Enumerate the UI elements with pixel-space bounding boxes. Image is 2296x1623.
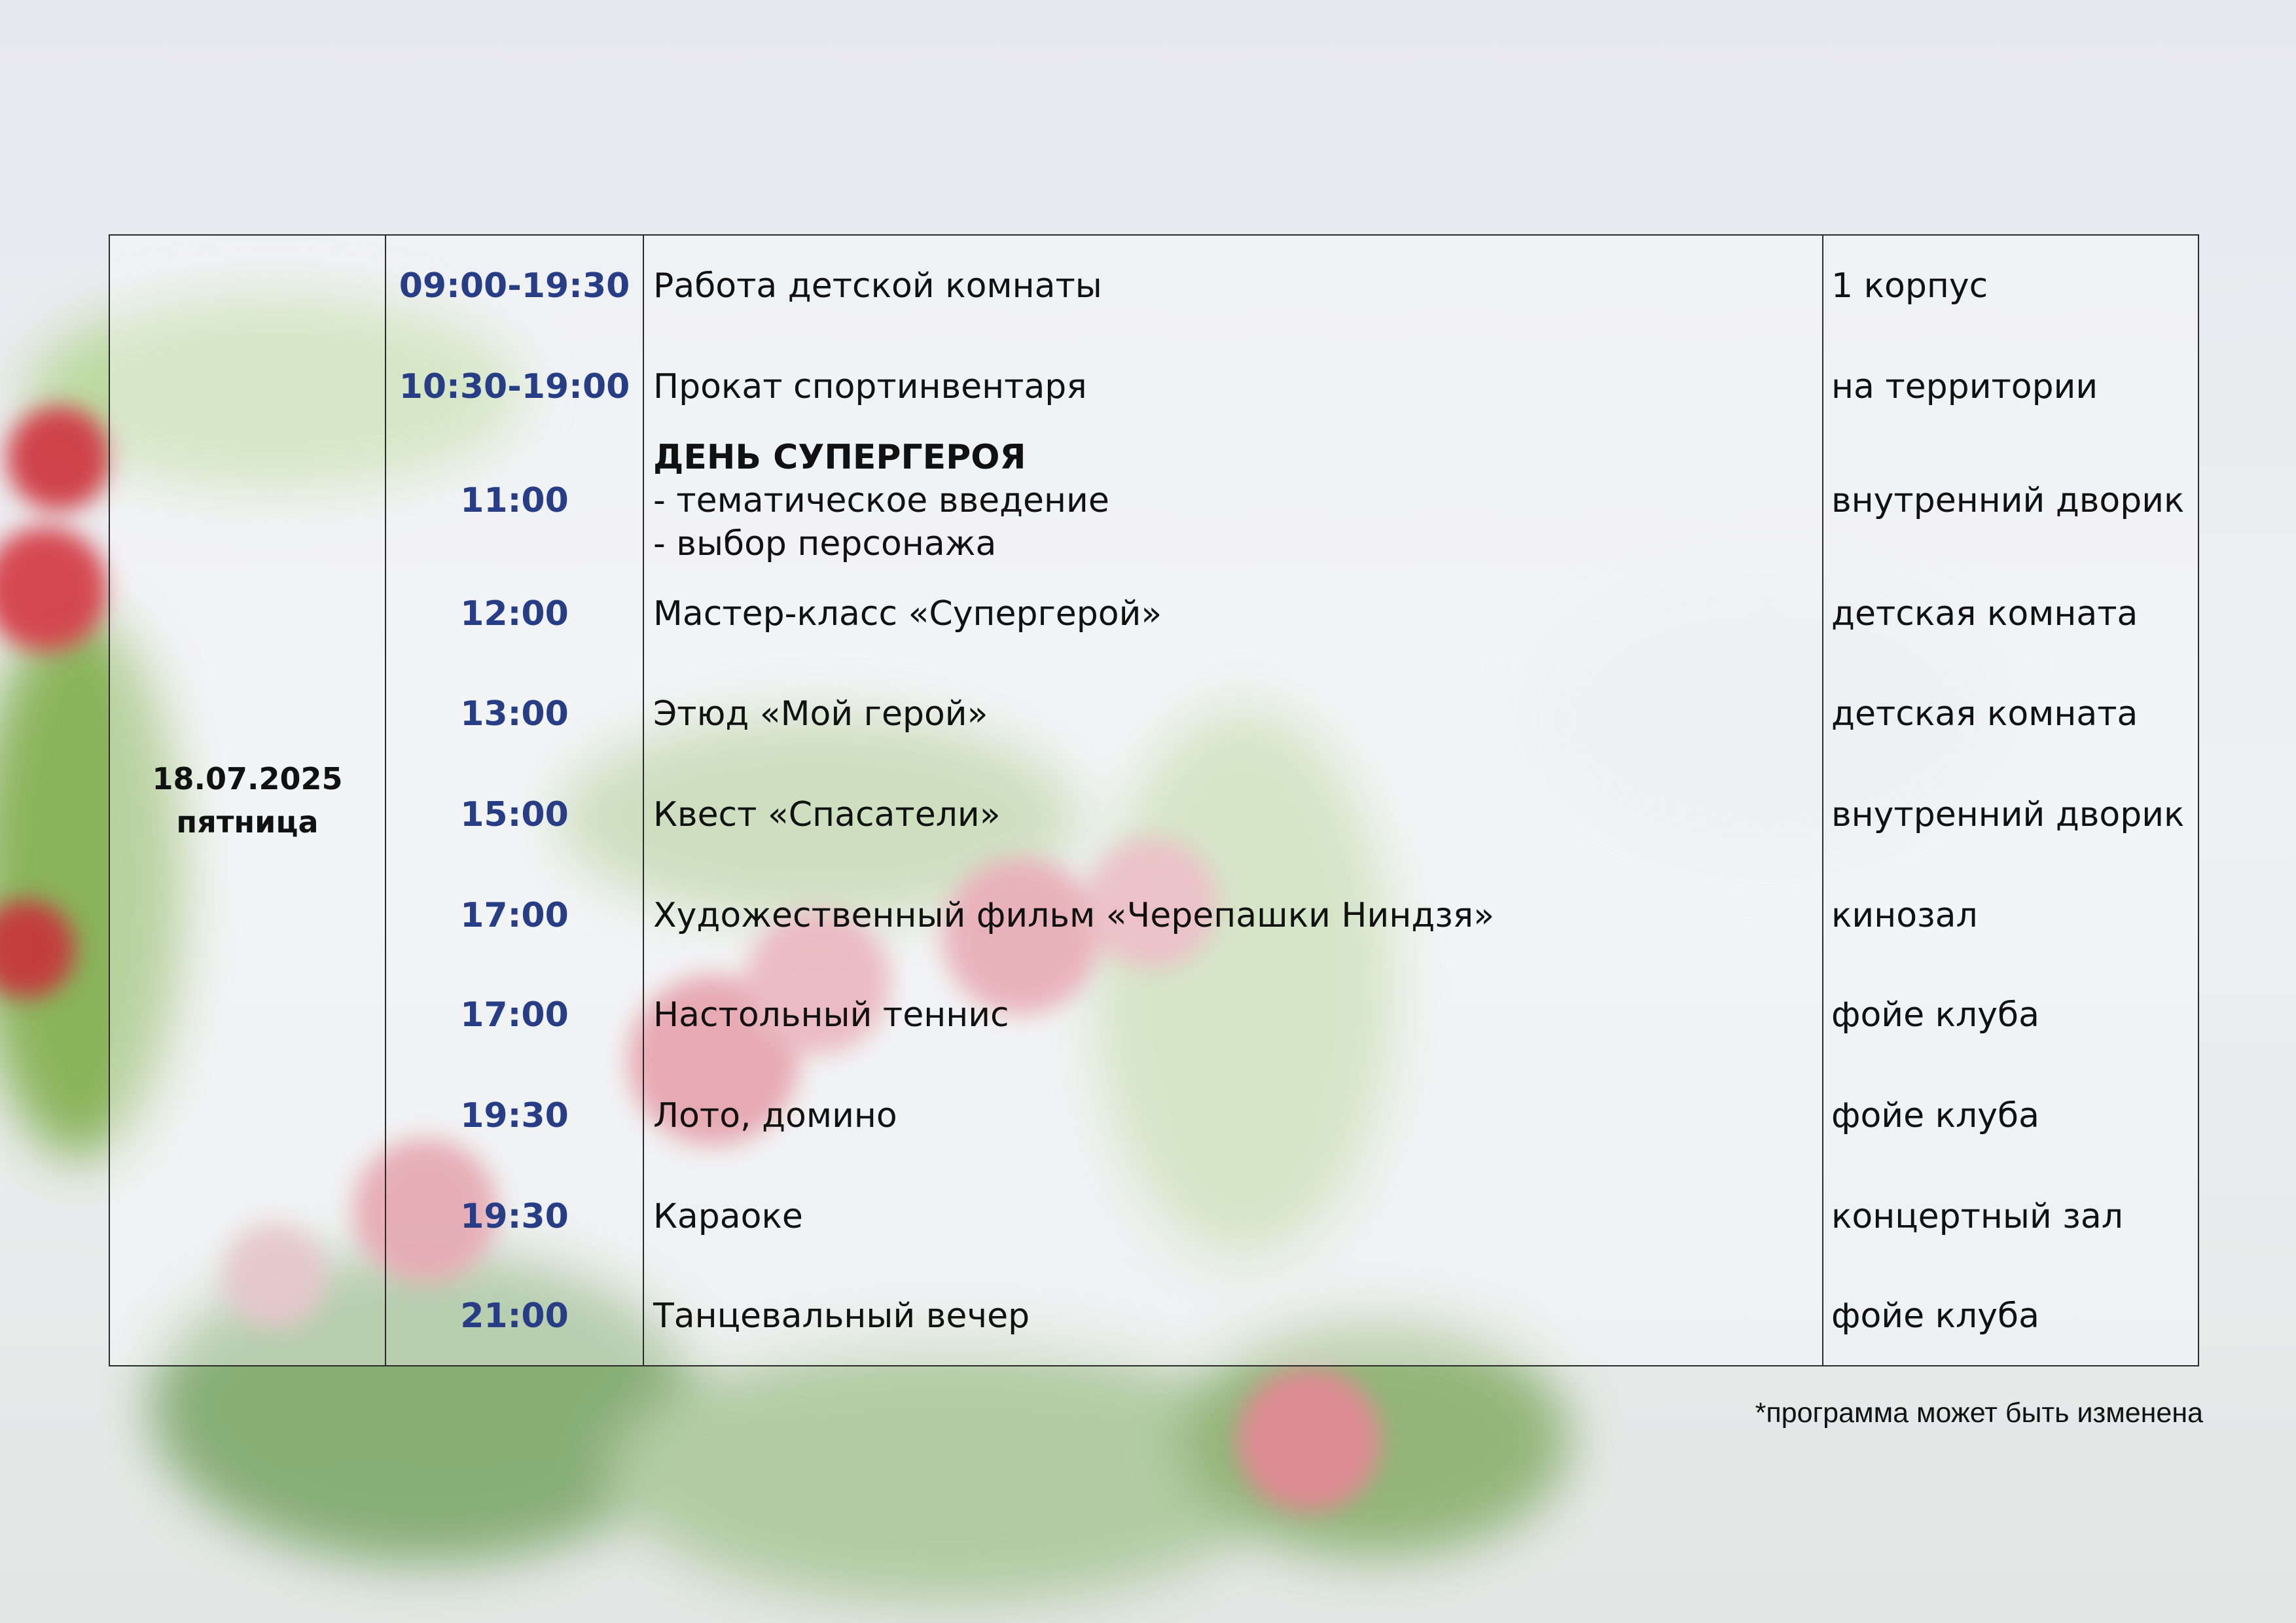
event-title: Прокат спортинвентаря	[653, 367, 1087, 406]
event-place: на территории	[1831, 367, 2098, 406]
event-subitem: - выбор персонажа	[653, 524, 997, 563]
event-title: Квест «Спасатели»	[653, 795, 1001, 834]
event-time: 21:00	[460, 1296, 569, 1336]
event-title: Лото, домино	[653, 1096, 897, 1135]
schedule-row	[110, 564, 2198, 664]
event-title-cell	[653, 1166, 1812, 1267]
event-title-cell	[653, 336, 1812, 437]
event-time: 12:00	[460, 594, 569, 633]
schedule-row	[110, 1166, 2198, 1267]
event-place: внутренний дворик	[1831, 481, 2185, 520]
schedule-row	[110, 336, 2198, 437]
event-title-cell	[653, 437, 1812, 564]
event-time: 17:00	[460, 896, 569, 935]
event-time: 19:30	[460, 1197, 569, 1236]
event-place: 1 корпус	[1831, 266, 1988, 306]
event-title: Художественный фильм «Черепашки Ниндзя»	[653, 896, 1495, 935]
event-place: фойе клуба	[1831, 1096, 2039, 1135]
event-place: детская комната	[1831, 694, 2138, 734]
event-time: 15:00	[460, 795, 569, 834]
event-title: Работа детской комнаты	[653, 266, 1102, 306]
event-title-cell	[653, 865, 1812, 966]
event-time: 13:00	[460, 694, 569, 734]
event-title-cell	[653, 1266, 1812, 1366]
event-title-cell	[653, 564, 1812, 664]
weekday-text: пятница	[176, 804, 319, 840]
event-title-cell	[653, 764, 1812, 865]
schedule-row	[110, 437, 2198, 564]
event-title: Мастер-класс «Супергерой»	[653, 594, 1162, 633]
event-title-cell	[653, 664, 1812, 764]
schedule-row	[110, 1266, 2198, 1366]
event-title-cell	[653, 1065, 1812, 1166]
event-title: ДЕНЬ СУПЕРГЕРОЯ	[653, 438, 1026, 477]
date-text: 18.07.2025	[152, 761, 343, 796]
event-time: 09:00-19:30	[399, 266, 630, 306]
event-place: фойе клуба	[1831, 1296, 2039, 1336]
event-title-cell	[653, 965, 1812, 1065]
schedule-table	[109, 234, 2199, 1366]
event-time: 17:00	[460, 995, 569, 1035]
event-place: кинозал	[1831, 896, 1978, 935]
schedule-row	[110, 865, 2198, 966]
event-title-cell	[653, 236, 1812, 336]
event-time: 11:00	[460, 481, 569, 520]
schedule-row	[110, 664, 2198, 764]
event-subitem: - тематическое введение	[653, 481, 1109, 520]
event-time: 10:30-19:00	[399, 367, 630, 406]
schedule-row	[110, 965, 2198, 1065]
event-place: концертный зал	[1831, 1197, 2124, 1236]
schedule-row	[110, 1065, 2198, 1166]
event-title: Этюд «Мой герой»	[653, 694, 988, 734]
schedule-row	[110, 764, 2198, 865]
event-place: внутренний дворик	[1831, 795, 2185, 834]
footnote: *программа может быть изменена	[1755, 1397, 2203, 1429]
event-title: Танцевальный вечер	[653, 1296, 1030, 1336]
schedule-row	[110, 236, 2198, 336]
event-time: 19:30	[460, 1096, 569, 1135]
event-title: Настольный теннис	[653, 995, 1009, 1035]
event-place: фойе клуба	[1831, 995, 2039, 1035]
event-title: Караоке	[653, 1197, 803, 1236]
event-place: детская комната	[1831, 594, 2138, 633]
